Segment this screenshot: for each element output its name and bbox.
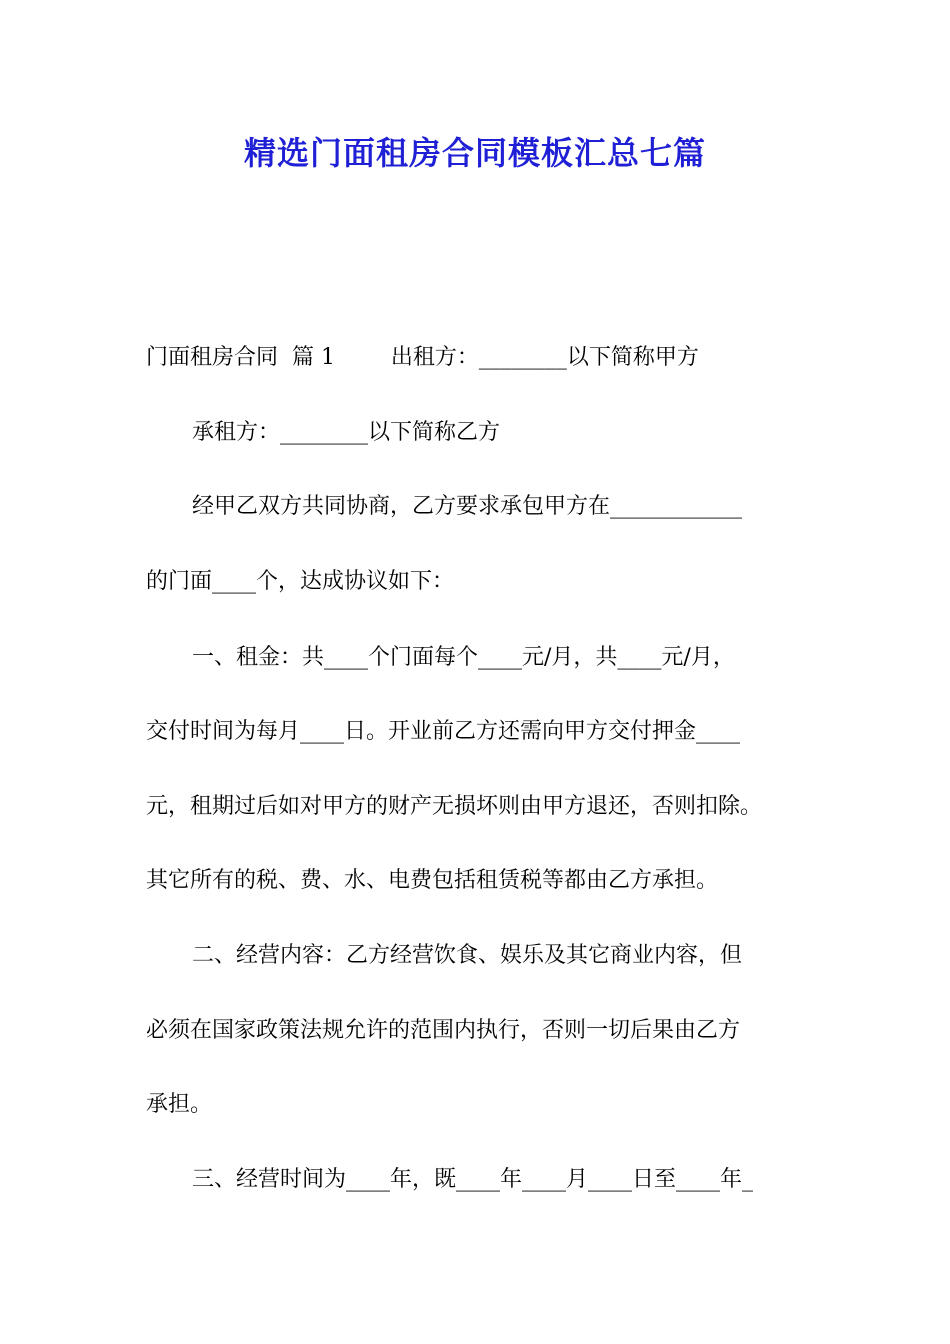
contract-line-4: 的门面____个，达成协议如下： — [146, 569, 455, 594]
contract-line-5: 一、租金：共____个门面每个____元/月，共____元/月， — [192, 645, 735, 670]
contract-line-11: 承担。 — [146, 1092, 213, 1117]
contract-line-3: 经甲乙双方共同协商，乙方要求承包甲方在____________ — [192, 494, 743, 519]
contract-line-9: 二、经营内容：乙方经营饮食、娱乐及其它商业内容，但 — [192, 943, 743, 968]
contract-line-1: 门面租房合同 篇 1 出租方：________以下简称甲方 — [146, 345, 699, 370]
contract-line-10: 必须在国家政策法规允许的范围内执行，否则一切后果由乙方 — [146, 1018, 741, 1043]
contract-line-12: 三、经营时间为____年，既____年____月____日至____年_ — [192, 1167, 754, 1192]
contract-line-7: 元，租期过后如对甲方的财产无损坏则由甲方退还，否则扣除。 — [146, 794, 763, 819]
document-title: 精选门面租房合同模板汇总七篇 — [243, 134, 706, 172]
contract-line-6: 交付时间为每月____日。开业前乙方还需向甲方交付押金____ — [146, 719, 741, 744]
contract-line-2: 承租方：________以下简称乙方 — [192, 420, 501, 445]
contract-line-8: 其它所有的税、费、水、电费包括租赁税等都由乙方承担。 — [146, 868, 719, 893]
